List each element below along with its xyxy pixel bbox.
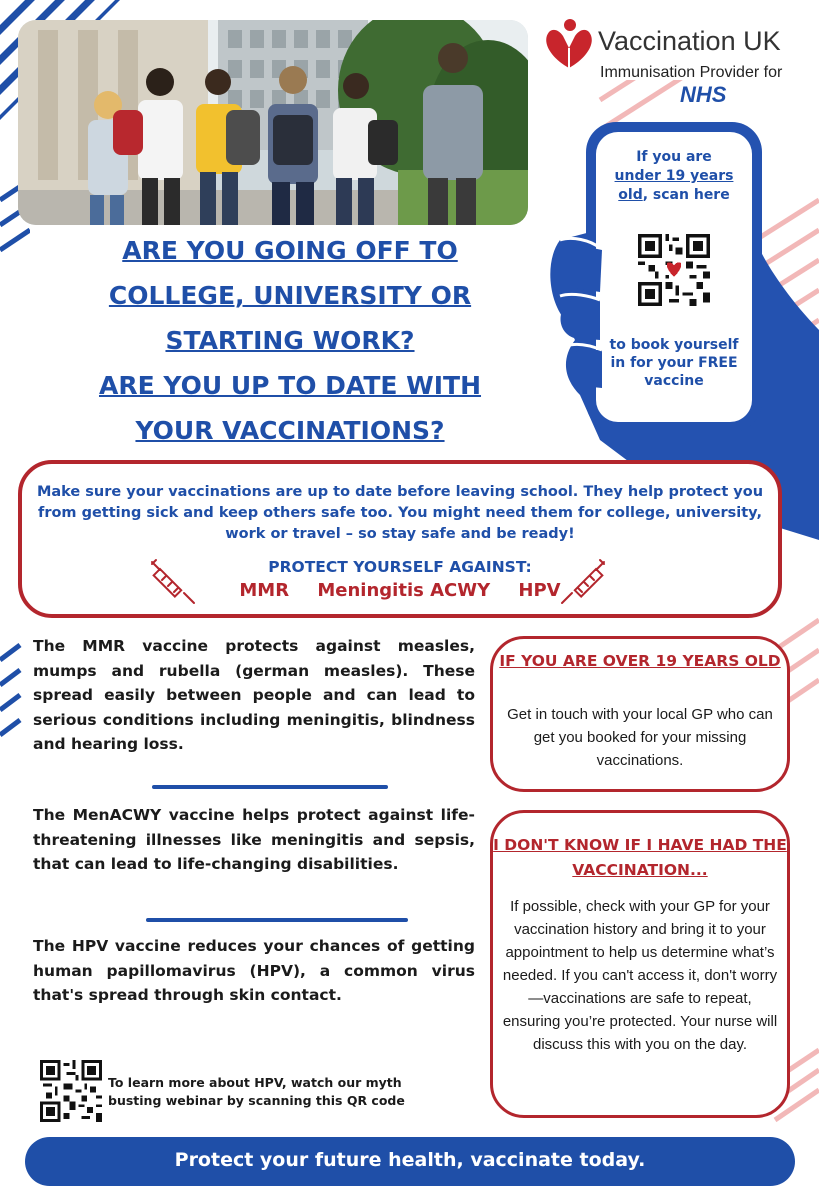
protect-items: [150, 580, 650, 601]
phone-line2: under 19 years: [614, 168, 734, 184]
heart-logo-icon: [545, 18, 593, 70]
phone-line3-rest: , scan here: [642, 187, 730, 203]
headline-line1: ARE YOU GOING OFF TO: [122, 236, 458, 265]
mmr-paragraph: The MMR vaccine protects against measles, mumps and rubella (german measles). These spread easily between people and can lead to serious conditions including meningitis, blindness and hearing loss.: [33, 637, 475, 753]
menacwy-paragraph: The MenACWY vaccine helps protect against life-threatening illnesses like meningitis and sepsis, that can lead to life-changing disabilities.: [33, 806, 475, 873]
divider: [152, 785, 388, 789]
phone-line3-underlined: old: [618, 187, 643, 203]
dont-know-title-text: I DON'T KNOW IF I HAVE HAD THE VACCINATION...: [493, 836, 787, 879]
phone-under19-text: [608, 148, 740, 205]
headline-line4: ARE YOU UP TO DATE WITH: [98, 371, 482, 400]
nhs-logo: NHS: [680, 82, 727, 107]
students-photo: [18, 20, 528, 225]
booking-qr-code[interactable]: [638, 234, 710, 306]
page-headline: [30, 228, 550, 453]
hpv-webinar-note: To learn more about HPV, watch our myth busting webinar by scanning this QR code: [108, 1075, 405, 1108]
divider: [146, 918, 408, 922]
dont-know-text: If possible, check with your GP for your vaccination history and bring it to your appointment to help us determine what’s needed. If you can't access it, don't worry—vaccinations are safe to repeat, ensuring you’re protected. Your nurse will discuss this with you on the day.: [502, 898, 778, 1053]
brand-name: Vaccination UK: [598, 26, 781, 56]
hpv-webinar-qr-code[interactable]: [40, 1060, 102, 1122]
hpv-paragraph: The HPV vaccine reduces your chances of getting human papillomavirus (HPV), a common virus that's spread through skin contact.: [33, 937, 475, 1004]
banner-text: Protect your future health, vaccinate today.: [174, 1149, 646, 1171]
brand-subtitle: Immunisation Provider for: [600, 64, 783, 81]
headline-line2: COLLEGE, UNIVERSITY OR: [108, 281, 472, 310]
phone-line3: [608, 186, 740, 205]
over-19-text: Get in touch with your local GP who can get you booked for your missing vaccinations.: [507, 706, 773, 769]
dont-know-title: [490, 833, 790, 883]
intro-text: Make sure your vaccinations are up to date before leaving school. They help protect you from getting sick and keep others safe too. You might need them for college, university, work or travel – so stay safe and be ready!: [36, 484, 764, 542]
over-19-title-text: IF YOU ARE OVER 19 YEARS OLD: [499, 652, 781, 670]
protect-item-mmr: MMR: [239, 580, 290, 601]
headline-line5: YOUR VACCINATIONS?: [135, 416, 445, 445]
phone-line1: If you are: [636, 149, 712, 165]
phone-book-text: to book yourself in for your FREE vaccine: [609, 337, 739, 389]
headline-line3: STARTING WORK?: [165, 326, 415, 355]
protect-item-hpv: HPV: [518, 580, 561, 601]
protect-item-meningitis: Meningitis ACWY: [317, 580, 491, 601]
over-19-title: [490, 649, 790, 674]
protect-title: PROTECT YOURSELF AGAINST:: [268, 558, 532, 576]
